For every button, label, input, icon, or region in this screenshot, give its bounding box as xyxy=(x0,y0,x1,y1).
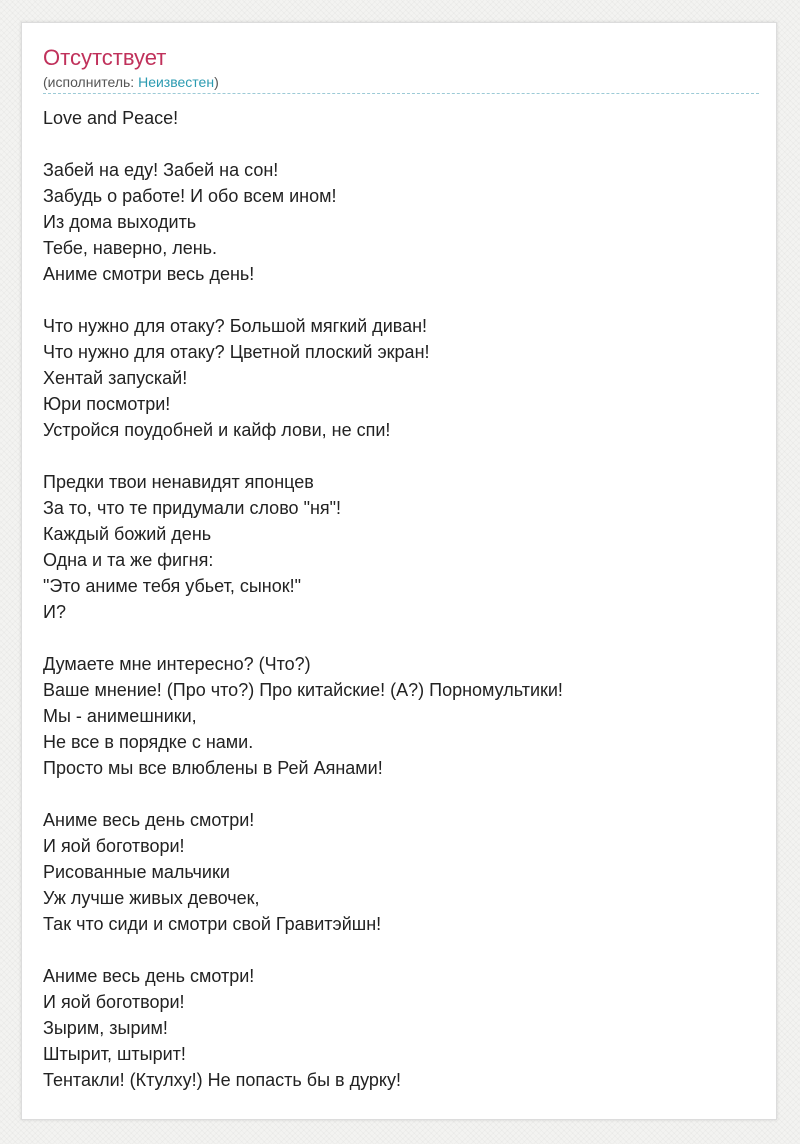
lyric-line: Одна и та же фигня: xyxy=(43,550,214,570)
lyric-line: Тебе, наверно, лень. xyxy=(43,238,218,258)
lyric-line: Просто мы все влюблены в Рей Аянами! xyxy=(43,758,383,778)
artist-link[interactable]: Неизвестен xyxy=(138,74,215,90)
lyric-line: И яой боготвори! xyxy=(43,836,185,856)
lyrics-stanza xyxy=(43,807,759,937)
lyric-line: Аниме смотри весь день! xyxy=(43,264,255,284)
lyric-line: Что нужно для отаку? Цветной плоский экран! xyxy=(43,342,430,362)
lyric-line: И яой боготвори! xyxy=(43,992,185,1012)
lyric-line: Уж лучше живых девочек, xyxy=(43,888,260,908)
lyric-line: Штырит, штырит! xyxy=(43,1044,186,1064)
song-title: Отсутствует xyxy=(43,45,167,70)
lyric-line: Что нужно для отаку? Большой мягкий диван! xyxy=(43,316,428,336)
lyric-line: Тентакли! (Ктулху!) Не попасть бы в дурку! xyxy=(43,1070,402,1090)
lyric-line: За то, что те придумали слово "ня"! xyxy=(43,498,342,518)
lyric-line: Забей на еду! Забей на сон! xyxy=(43,160,279,180)
title-divider xyxy=(43,93,759,94)
lyrics-stanza xyxy=(43,469,759,625)
byline-suffix: ) xyxy=(214,74,219,90)
lyrics-stanza xyxy=(43,105,759,131)
lyrics-text xyxy=(43,105,759,1119)
lyric-line: Устройся поудобней и кайф лови, не спи! xyxy=(43,420,391,440)
lyric-line: Юри посмотри! xyxy=(43,394,171,414)
lyric-line: И? xyxy=(43,602,66,622)
lyrics-stanza xyxy=(43,963,759,1093)
lyric-line: Рисованные мальчики xyxy=(43,862,230,882)
lyric-line: Из дома выходить xyxy=(43,212,197,232)
lyric-line: "Это аниме тебя убьет, сынок!" xyxy=(43,576,301,596)
lyric-line: Так что сиди и смотри свой Гравитэйшн! xyxy=(43,914,382,934)
artist-byline xyxy=(43,73,219,91)
lyrics-stanza xyxy=(43,651,759,781)
lyrics-stanza xyxy=(43,157,759,287)
lyric-line: Предки твои ненавидят японцев xyxy=(43,472,314,492)
lyric-line: Ваше мнение! (Про что?) Про китайские! (А?) Порномультики! xyxy=(43,680,563,700)
lyric-line: Хентай запускай! xyxy=(43,368,188,388)
lyric-line: Не все в порядке с нами. xyxy=(43,732,254,752)
lyric-line: Аниме весь день смотри! xyxy=(43,810,255,830)
lyric-line: Love and Peace! xyxy=(43,108,179,128)
byline-prefix: (исполнитель: xyxy=(43,74,139,90)
lyric-line: Зырим, зырим! xyxy=(43,1018,168,1038)
lyric-line: Думаете мне интересно? (Что?) xyxy=(43,654,311,674)
lyric-line: Забудь о работе! И обо всем ином! xyxy=(43,186,337,206)
lyric-line: Аниме весь день смотри! xyxy=(43,966,255,986)
lyric-line: Каждый божий день xyxy=(43,524,212,544)
lyrics-stanza xyxy=(43,313,759,443)
lyric-line: Мы - анимешники, xyxy=(43,706,197,726)
lyrics-card xyxy=(21,22,777,1120)
